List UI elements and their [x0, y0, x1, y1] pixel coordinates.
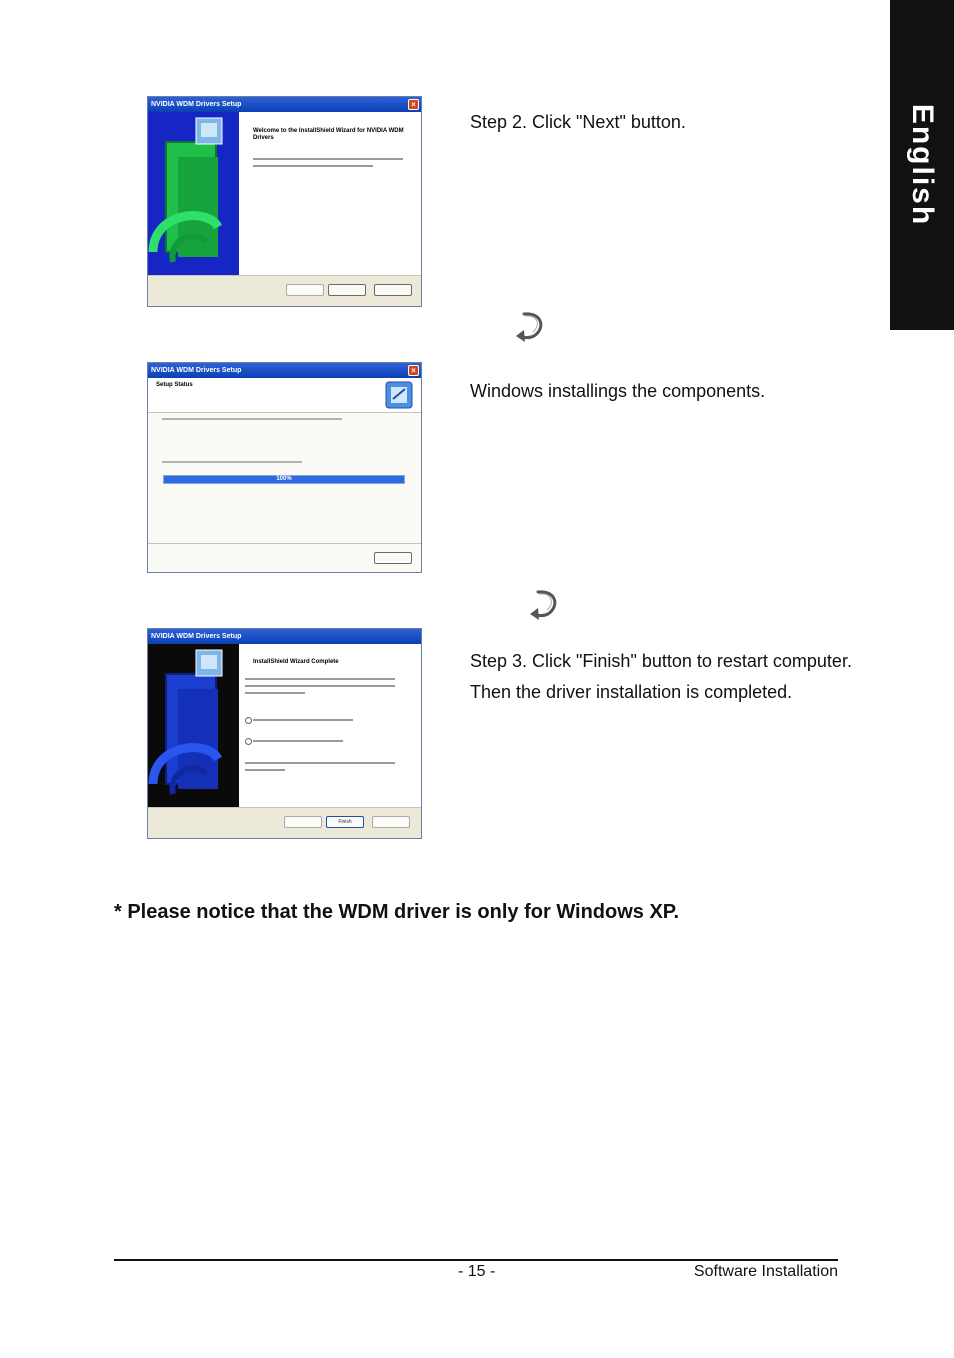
windows-xp-notice: * Please notice that the WDM driver is only for Windows XP. [114, 901, 680, 923]
step2-text: Step 2. Click "Next" button. [470, 112, 686, 132]
dialog-title: NVIDIA WDM Drivers Setup [151, 633, 242, 640]
body-text-line [253, 158, 403, 160]
body-text-line [253, 165, 373, 167]
back-button [284, 816, 322, 828]
dialog-titlebar [148, 97, 421, 112]
wizard-heading: InstallShield Wizard Complete [253, 659, 339, 665]
body-text-line [245, 685, 395, 687]
dialog-titlebar [148, 363, 421, 378]
installing-text: Windows installings the components. [470, 381, 766, 401]
cancel-button [372, 816, 410, 828]
wizard-body [239, 112, 421, 278]
body-text-line [245, 769, 285, 771]
status-header [148, 378, 421, 413]
page-number: - 15 - [458, 1263, 496, 1280]
cancel-button [374, 284, 412, 296]
cancel-button [374, 552, 412, 564]
wizard-banner-art [148, 644, 239, 810]
close-icon: × [408, 99, 419, 110]
divider [148, 543, 421, 544]
setup-status-dialog-screenshot [147, 362, 422, 573]
dialog-titlebar [148, 629, 421, 644]
dialog-title: NVIDIA WDM Drivers Setup [151, 367, 242, 374]
wizard-complete-dialog-screenshot [147, 628, 422, 839]
radio-label [253, 719, 353, 721]
continue-arrow-icon [512, 308, 552, 346]
footer-divider [114, 1259, 838, 1261]
setup-icon [385, 381, 413, 409]
step3-text-line2: Then the driver installation is completed. [470, 682, 793, 702]
finish-button: Finish [326, 816, 364, 828]
wizard-body [239, 644, 421, 810]
radio-label [253, 740, 343, 742]
body-text-line [245, 692, 305, 694]
status-text-line [162, 461, 302, 463]
progress-bar [163, 475, 405, 484]
button-bar [148, 275, 421, 306]
progress-label: 100% [276, 476, 292, 482]
next-button [328, 284, 366, 296]
radio-restart-later [245, 738, 252, 745]
radio-restart-now [245, 717, 252, 724]
wizard-banner-art [148, 112, 239, 278]
step3-text-line1: Step 3. Click "Finish" button to restart computer. [470, 651, 852, 671]
button-bar [148, 807, 421, 838]
status-text-line [162, 418, 342, 420]
back-button [286, 284, 324, 296]
language-tab-label: English [906, 103, 939, 227]
body-text-line [245, 762, 395, 764]
close-icon: × [408, 365, 419, 376]
dialog-title: NVIDIA WDM Drivers Setup [151, 101, 242, 108]
language-tab [890, 0, 954, 330]
welcome-dialog-screenshot [147, 96, 422, 307]
wizard-heading: Welcome to the InstallShield Wizard for NVIDIA WDM Drivers [253, 128, 404, 141]
status-title: Setup Status [156, 382, 193, 388]
body-text-line [245, 678, 395, 680]
continue-arrow-icon [526, 586, 566, 624]
section-title: Software Installation [693, 1263, 838, 1280]
